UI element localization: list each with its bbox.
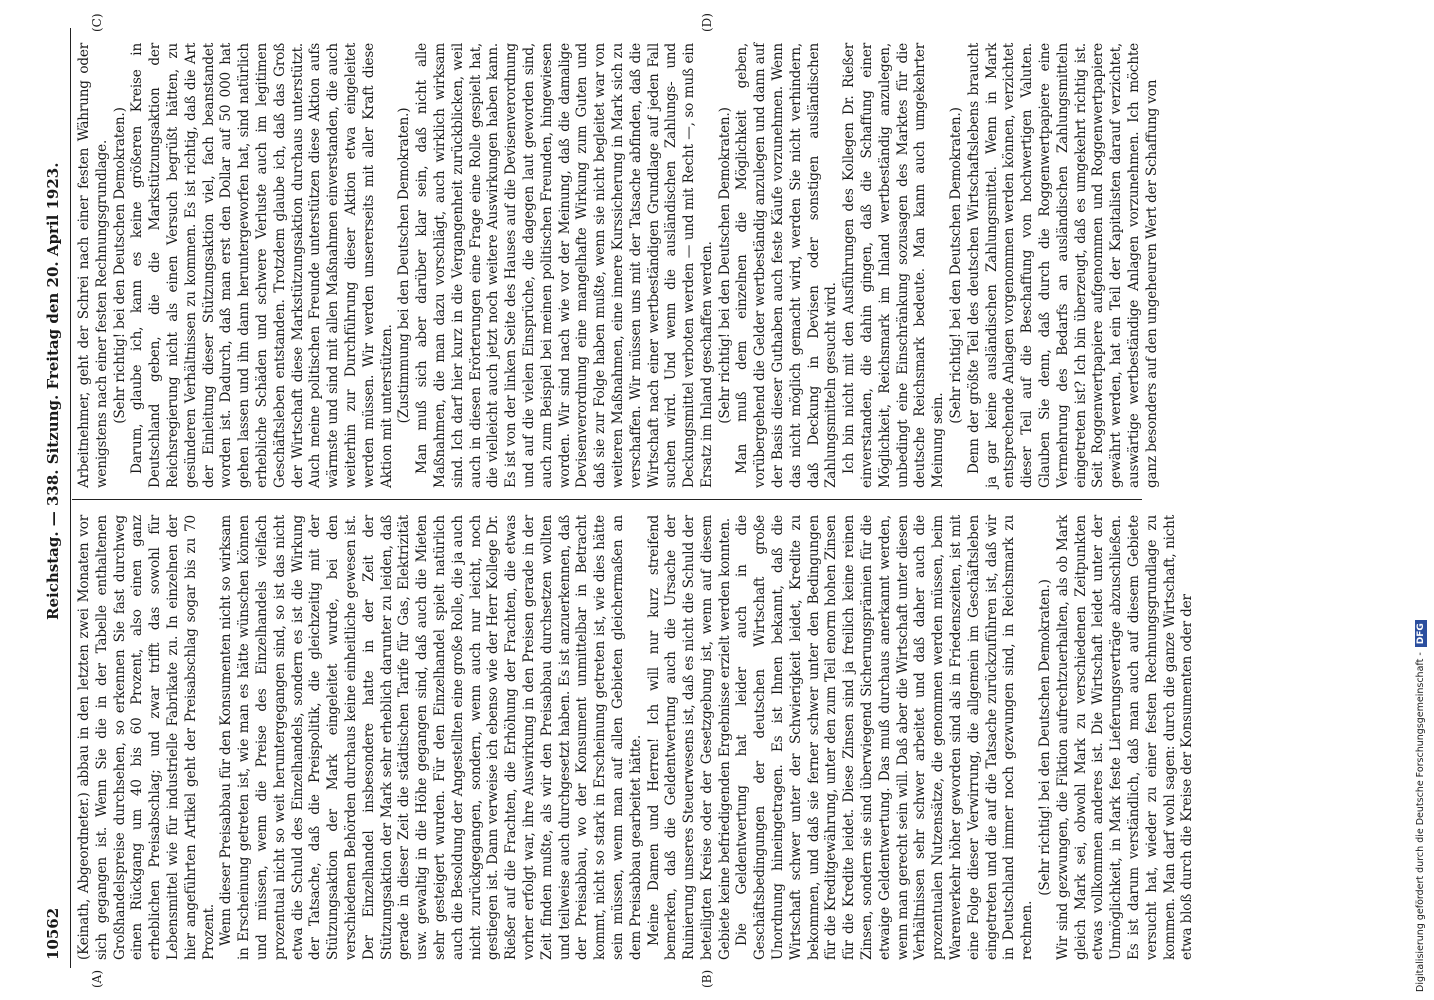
margin-marker-c: (C) bbox=[90, 13, 104, 32]
paragraph: Meine Damen und Herren! Ich will nur kurz streifend bemerken, daß die Geldentwertung auch die Ursache der Ruinierung unseres Steuerwesens ist, daß es nicht die Schuld der beteiligten Kreise oder der Gesetzgebung ist, wenn auf diesem Gebiete keine befriedigenden Ergebnisse erzielt werden konnten. bbox=[645, 515, 733, 960]
interjection: (Zustimmung bei den Deutschen Demokraten.) bbox=[396, 107, 413, 424]
interjection: (Sehr richtig! bei den Deutschen Demokraten.) bbox=[1037, 579, 1054, 896]
paragraph: Man muß sich aber darüber klar sein, daß nicht alle Maßnahmen, die man dazu vorschlägt, auch wirklich wirksam sind. Ich darf hier kurz in die Vergangenheit zurückblicken, weil auch in diesen Erörterungen eine Frage eine Rolle gespielt hat, die vielleicht auch jetzt noch weitere Auswirkungen haben kann. Es ist von der linken Seite des Hauses auf die Devisenverordnung und auf die vielen Einsprüche, die dagegen laut geworden sind, auch zum Beispiel bei meinen politischen Freunden, hingewiesen worden. Wir sind nach wie vor der Meinung, daß die damalige Devisenverordnung eine mangelhafte Wirkung zum Guten und daß sie zur Folge haben mußte, wenn sie nicht begleitet war von weiteren Maßnahmen, eine innere Kurssicherung in Mark sich zu verschaffen. Wir müssen uns mit der Tatsache abfinden, daß die Wirtschaft nach einer wertbeständigen Grundlage auf jeden Fall suchen wird. Und wenn die ausländischen Zahlungs- und Deckungsmittel verboten werden — und mit Recht —, so muß ein Ersatz im Inland geschaffen werden. bbox=[414, 43, 715, 488]
digitization-credit bbox=[1408, 0, 1434, 1000]
paragraph: Arbeitnehmer, geht der Schrei nach einer festen Währung oder wenigstens nach einer festen Rechnungsgrundlage. bbox=[76, 43, 110, 488]
header-rule bbox=[70, 28, 71, 968]
interjection: (Sehr richtig! bei den Deutschen Demokraten.) bbox=[716, 107, 733, 424]
interjection: (Sehr richtig! bei den Deutschen Demokraten.) bbox=[948, 107, 965, 424]
page-number: 10562 bbox=[44, 907, 62, 960]
paragraph: Die Geldentwertung hat leider auch in die Geschäftsbedingungen der deutschen Wirtschaft große Unordnung hineingetragen. Es ist Ihnen bekannt, daß die Wirtschaft schwer unter der Schwierigkeit leidet, Kredite zu bekommen, und daß sie ferner schwer unter den Bedingungen für die Kreditgewährung, unter den zum Teil enorm hohen Zinsen für die Kredite leidet. Diese Zinsen sind ja freilich keine reinen Zinsen, sondern sie sind überwiegend Sicherungsprämien für die etwaige Geldentwertung. Das muß durchaus anerkannt werden, wenn man gerecht sein will. Daß aber die Wirtschaft unter diesen Verhältnissen sehr schwer arbeitet und daß daher auch die prozentualen Nutzensätze, die genommen werden müssen, beim Warenverkehr höher geworden sind als in Friedenszeiten, ist mit eine Folge dieser Verwirrung, die allgemein im Geschäftsleben eingetreten und die auf die Tatsache zurückzuführen ist, daß wir in Deutschland immer noch gezwungen sind, in Reichsmark zu rechnen. bbox=[734, 515, 1036, 960]
paragraph: Darum, glaube ich, kann es keine größeren Kreise in Deutschland geben, die die Markstützungsaktion der Reichsregierung nicht als einen Versuch begrüßt hätten, zu gesünderen Verhältnissen zu kommen. Es ist richtig, daß die Art der Einleitung dieser Stützungsaktion viel, fach beanstandet worden ist. Dadurch, daß man erst den Dollar auf 50 000 hat gehen lassen und ihn dann heruntergeworfen hat, sind natürlich erhebliche Schäden und schwere Verluste auch im legitimen Geschäftsleben entstanden. Trotzdem glaube ich, daß das Groß der Wirtschaft diese Markstützungsaktion durchaus unterstützt. Auch meine politischen Freunde unterstützen diese Aktion aufs wärmste und sind mit allen Maßnahmen einverstanden, die auch weiterhin zur Durchführung dieser Aktion etwa eingeleitet werden müssen. Wir werden unsererseits mit aller Kraft diese Aktion mit unterstützen. bbox=[129, 43, 395, 488]
paragraph: Man muß dem einzelnen die Möglichkeit geben, vorübergehend die Gelder wertbeständig anzulegen und dann auf der Basis dieser Guthaben auch feste Käufe vorzunehmen. Wenn das nicht möglich gemacht wird, werden Sie nicht verhindern, daß Deckung in Devisen oder sonstigen ausländischen Zahlungsmitteln gesucht wird. bbox=[734, 43, 840, 488]
page-header bbox=[40, 0, 70, 1000]
margin-marker-b: (B) bbox=[700, 969, 714, 988]
column-divider bbox=[72, 499, 1142, 500]
page-title: Reichstag. — 338. Sitzung. Freitag den 20. April 1923. bbox=[44, 162, 62, 620]
interjection: (Sehr richtig! bei den Deutschen Demokraten.) bbox=[111, 107, 128, 424]
paragraph: Wenn dieser Preisabbau für den Konsumenten nicht so wirksam in Erscheinung getreten ist, wie man es hätte wünschen können und müssen, wenn die Preise des Einzelhandels vielfach prozentual nicht so weit heruntergegangen sind, so ist das nicht etwa die Schuld des Einzelhandels, sondern es ist die Wirkung der Tatsache, daß die Preispolitik, die gleichzeitig mit der Stützungsaktion der Mark eingeleitet wurde, bei den verschiedenen Behörden durchaus keine einheitliche gewesen ist. Der Einzelhandel insbesondere hatte in der Zeit der Stützungsaktion der Mark sehr erheblich darunter zu leiden, daß gerade in dieser Zeit die städtischen Tarife für Gas, Elektrizität usw. gewaltig in die Höhe gegangen sind, daß auch die Mieten sehr gesteigert wurden. Für den Einzelhandel spielt natürlich auch die Besoldung der Angestellten eine große Rolle, die ja auch nicht zurückgegangen, sondern, wenn auch nur leicht, noch gestiegen ist. Dann verweise ich ebenso wie der Herr Kollege Dr. Rießer auf die Frachten, die Erhöhung der Frachten, die etwas vorher erfolgt war, ihre Auswirkung in den Preisen gerade in der Zeit finden mußte, als wir den Preisabbau durchsetzen wollten und teilweise auch durchgesetzt haben. Es ist anzuerkennen, daß der Preisabbau, wo der Konsument unmittelbar in Betracht kommt, nicht so stark in Erscheinung getreten ist, wie dies hätte sein müssen, wenn man auf allen Gebieten gleichermaßen an dem Preisabbau gearbeitet hätte. bbox=[218, 515, 644, 960]
paragraph: (Keinath, Abgeordneter.) abbau in den letzten zwei Monaten vor sich gegangen ist. Wenn Sie die in der Tabelle enthaltenen Großhandelspreise durchsehen, so erkennen Sie fast durchweg einen Rückgang um 40 bis 60 Prozent, also einen ganz erheblichen Preisabschlag; und zwar trifft das sowohl für Lebensmittel wie für industrielle Fabrikate zu. In einzelnen der hier angeführten Artikel geht der Preisabschlag sogar bis zu 70 Prozent. bbox=[76, 515, 217, 960]
credit-line: Digitalisierung gefördert durch die Deutsche Forschungsgemeinschaft - bbox=[1415, 652, 1426, 992]
text-column-right bbox=[76, 43, 1160, 488]
text-column-left bbox=[76, 515, 1196, 960]
paragraph: Wir sind gezwungen, die Fiktion aufrechtzuerhalten, als ob Mark gleich Mark sei, obwohl Mark zu verschiedenen Zeitpunkten etwas vollkommen anderes ist. Die Wirtschaft leidet unter der Unmöglichkeit, in Mark feste Lieferungsverträge abzuschließen. Es ist darum verständlich, daß man auch auf diesem Gebiete versucht hat, wieder zu einer festen Rechnungsgrundlage zu kommen. Man darf wohl sagen: durch die ganze Wirtschaft, nicht etwa bloß durch die Kreise der Konsumenten oder der bbox=[1054, 515, 1196, 960]
dfg-logo: DFG bbox=[1415, 620, 1427, 647]
paragraph: Denn der größte Teil des deutschen Wirtschaftslebens braucht ja gar keine ausländischen Zahlungsmittel. Wenn in Mark entsprechende Anlagen vorgenommen werden können, verzichtet dieser Teil auf die Beschaffung von hochwertigen Valuten. Glauben Sie denn, daß durch die Roggenwertpapiere eine Vermehrung des Bedarfs an ausländischen Zahlungsmitteln eingetreten ist? Ich bin überzeugt, daß es umgekehrt richtig ist. Seit Roggenwertpapiere aufgenommen und Roggenwertpapiere gewährt werden, hat ein Teil der Kapitalisten darauf verzichtet, auswärtige wertbeständige Anlagen vorzunehmen. Ich möchte ganz besonders auf den ungeheuren Wert der Schaffung von bbox=[965, 43, 1160, 488]
margin-marker-d: (D) bbox=[700, 13, 714, 32]
paragraph: Ich bin nicht mit den Ausführungen des Kollegen Dr. Rießer einverstanden, die dahin gingen, daß die Schaffung einer Möglichkeit, Reichsmark im Inland wertbeständig anzulegen, unbedingt eine Einschränkung sozusagen des Marktes für die deutsche Reichsmark bedeute. Man kann auch umgekehrter Meinung sein. bbox=[841, 43, 947, 488]
margin-marker-a: (A) bbox=[90, 969, 104, 988]
digitization-credit-text bbox=[1408, 0, 1434, 1000]
